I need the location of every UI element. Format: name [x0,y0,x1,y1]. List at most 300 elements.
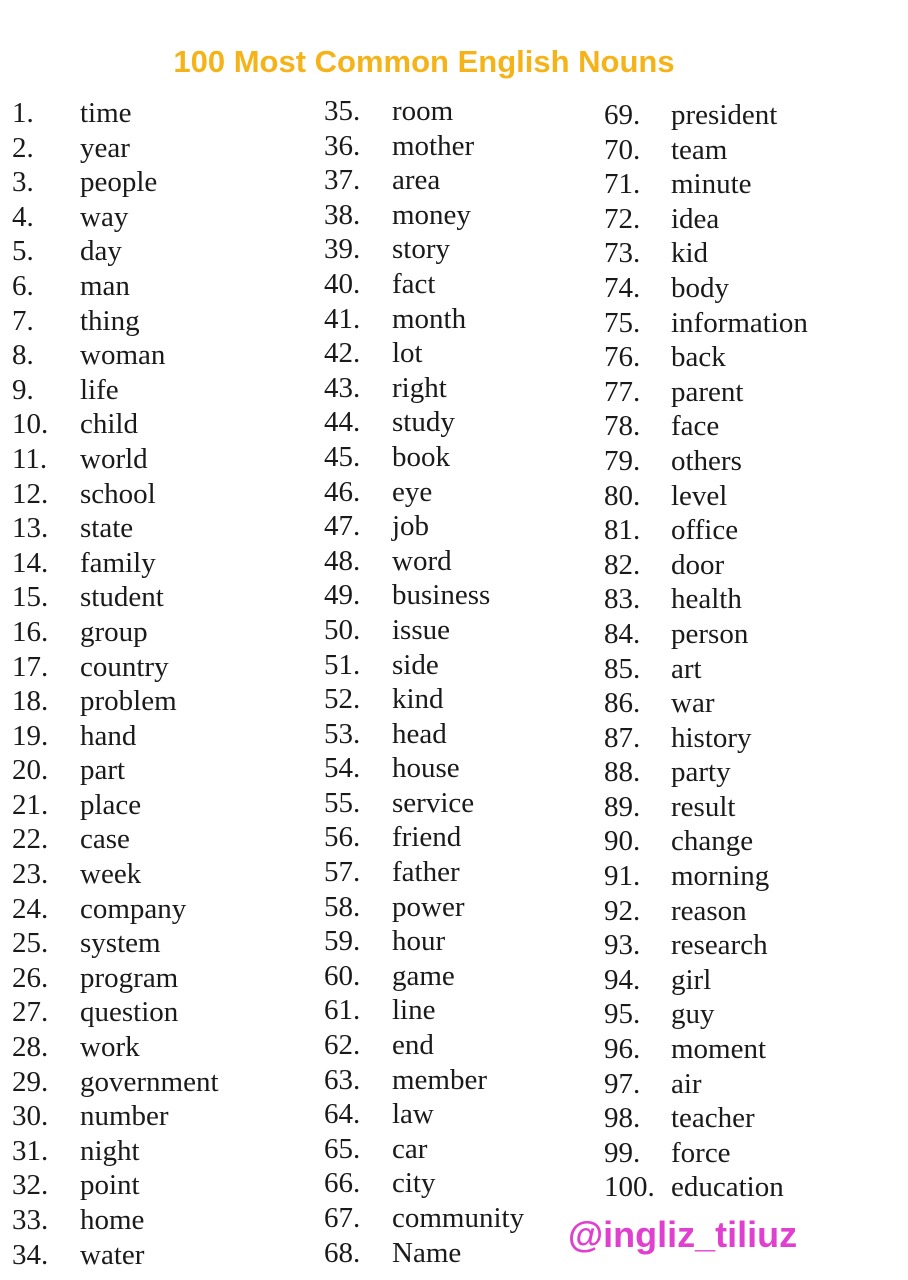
noun-word: information [671,306,808,339]
noun-word: night [80,1134,140,1167]
item-number: 25. [12,927,49,960]
noun-word: kid [671,237,709,270]
item-number: 34. [12,1238,49,1271]
noun-word: child [80,408,138,441]
noun-word: game [392,959,455,992]
item-number: 67. [324,1202,361,1234]
list-item [12,200,219,235]
list-item [12,753,219,788]
noun-word: lot [392,337,423,370]
item-number: 1. [12,97,34,129]
list-item [324,751,524,786]
item-number: 91. [604,860,641,893]
item-number: 57. [324,856,361,889]
noun-word: research [671,929,768,962]
item-number: 65. [324,1132,361,1165]
noun-word: force [671,1136,731,1169]
list-item [324,1028,524,1063]
noun-word: room [392,95,454,127]
noun-word: health [671,583,742,616]
noun-word: minute [671,168,752,201]
noun-word: place [80,788,142,821]
noun-word: party [671,756,731,789]
list-item [604,409,808,444]
noun-word: group [80,615,148,648]
item-number: 33. [12,1204,49,1236]
list-item [324,267,524,302]
item-number: 28. [12,1031,49,1064]
list-item [12,511,219,546]
item-number: 4. [12,200,34,233]
noun-word: door [671,548,725,581]
noun-word: business [392,579,491,612]
item-number: 42. [324,337,361,370]
item-number: 17. [12,650,49,683]
noun-word: house [392,752,460,785]
list-item [324,890,524,925]
item-number: 79. [604,444,641,477]
list-item [12,1134,219,1169]
item-number: 2. [12,131,34,164]
list-item [12,961,219,996]
noun-word: parent [671,375,744,408]
list-item [12,338,219,373]
item-number: 55. [324,786,361,819]
noun-word: job [392,510,430,543]
list-item [12,407,219,442]
noun-word: hand [80,719,137,752]
list-item [604,582,808,617]
noun-word: end [392,1029,434,1062]
list-item [604,963,808,998]
list-item [604,133,808,168]
item-number: 24. [12,892,49,925]
item-number: 22. [12,823,49,856]
list-item [12,1203,219,1238]
noun-word: head [392,717,447,750]
noun-word: people [80,166,158,199]
list-item [12,892,219,927]
item-number: 61. [324,994,361,1027]
item-number: 86. [604,687,641,720]
list-item [604,790,808,825]
list-item [604,98,808,133]
noun-word: face [671,410,720,443]
list-item [604,513,808,548]
list-item [604,894,808,929]
list-item [12,650,219,685]
list-item [12,442,219,477]
noun-word: country [80,650,169,683]
list-item [324,405,524,440]
item-number: 83. [604,583,641,616]
noun-word: world [80,442,148,475]
list-item [324,163,524,198]
item-number: 8. [12,339,34,372]
item-number: 30. [12,1100,49,1133]
item-number: 39. [324,233,361,266]
item-number: 93. [604,929,641,962]
item-number: 18. [12,685,49,718]
watermark-handle: @ingliz_tiliuz [568,1214,798,1255]
noun-word: study [392,406,455,439]
list-item [12,788,219,823]
noun-word: teacher [671,1102,755,1135]
item-number: 3. [12,166,34,199]
item-number: 95. [604,998,641,1031]
item-number: 54. [324,752,361,785]
item-number: 51. [324,648,361,681]
noun-word: team [671,133,728,166]
item-number: 31. [12,1134,49,1167]
item-number: 36. [324,129,361,162]
list-item [324,924,524,959]
noun-word: point [80,1169,140,1202]
item-number: 84. [604,617,641,650]
noun-word: work [80,1031,140,1064]
noun-word: line [392,994,436,1027]
noun-word: home [80,1204,145,1236]
noun-word: idea [671,202,720,235]
item-number: 78. [604,410,641,443]
item-number: 9. [12,373,34,406]
item-number: 90. [604,825,641,858]
list-item [12,269,219,304]
list-item [12,857,219,892]
noun-word: number [80,1100,169,1133]
item-number: 87. [604,721,641,754]
noun-word: Name [392,1236,462,1269]
list-item [324,302,524,337]
list-item [12,580,219,615]
list-item [12,304,219,339]
noun-column-1 [12,96,219,1272]
list-item [324,855,524,890]
noun-word: president [671,99,778,131]
noun-word: school [80,477,156,510]
item-number: 69. [604,99,641,131]
list-item [12,477,219,512]
noun-word: mother [392,129,475,162]
list-item [324,993,524,1028]
noun-word: community [392,1202,525,1234]
list-item [324,94,524,129]
noun-word: money [392,198,471,231]
item-number: 70. [604,133,641,166]
noun-word: case [80,823,130,856]
list-item [12,546,219,581]
list-item [324,1166,524,1201]
noun-word: office [671,514,739,547]
list-item [324,613,524,648]
list-item [324,198,524,233]
list-item [12,684,219,719]
list-item [604,479,808,514]
item-number: 26. [12,961,49,994]
item-number: 49. [324,579,361,612]
noun-word: friend [392,821,462,854]
item-number: 23. [12,858,49,891]
noun-word: student [80,581,164,614]
list-item [12,822,219,857]
noun-word: morning [671,860,770,893]
noun-word: fact [392,267,436,300]
list-item [604,755,808,790]
noun-word: system [80,927,161,960]
list-item [324,129,524,164]
item-number: 12. [12,477,49,510]
list-item [324,959,524,994]
noun-word: back [671,341,726,374]
list-item [604,271,808,306]
noun-word: state [80,512,134,545]
list-item [604,444,808,479]
noun-word: hour [392,925,446,958]
item-number: 63. [324,1063,361,1096]
noun-word: way [80,200,129,233]
item-number: 97. [604,1067,641,1100]
item-number: 10. [12,408,49,441]
list-item [324,1063,524,1098]
noun-word: right [392,371,447,404]
noun-column-2 [324,94,524,1270]
noun-word: week [80,858,142,891]
list-item [604,236,808,271]
item-number: 68. [324,1236,361,1269]
noun-word: part [80,754,126,787]
list-item [324,336,524,371]
noun-word: family [80,546,156,579]
noun-word: guy [671,998,715,1031]
item-number: 16. [12,615,49,648]
item-number: 46. [324,475,361,508]
noun-word: others [671,444,742,477]
list-item [324,475,524,510]
list-item [324,544,524,579]
noun-word: reason [671,894,747,927]
item-number: 85. [604,652,641,685]
list-item [604,340,808,375]
item-number: 7. [12,304,34,337]
item-number: 6. [12,269,34,302]
item-number: 100. [604,1171,655,1204]
noun-word: result [671,790,736,823]
list-item [604,202,808,237]
item-number: 73. [604,237,641,270]
noun-word: art [671,652,702,685]
noun-word: life [80,373,119,406]
list-item [324,648,524,683]
item-number: 45. [324,440,361,473]
noun-word: service [392,786,475,819]
item-number: 13. [12,512,49,545]
list-item [604,721,808,756]
item-number: 20. [12,754,49,787]
item-number: 89. [604,790,641,823]
noun-word: side [392,648,439,681]
list-item [324,509,524,544]
list-item [604,1136,808,1171]
item-number: 71. [604,168,641,201]
item-number: 82. [604,548,641,581]
item-number: 81. [604,514,641,547]
item-number: 62. [324,1029,361,1062]
item-number: 74. [604,271,641,304]
noun-word: car [392,1132,428,1165]
list-item [12,96,219,131]
list-item [604,686,808,721]
item-number: 53. [324,717,361,750]
list-item [604,997,808,1032]
item-number: 47. [324,510,361,543]
item-number: 27. [12,996,49,1029]
noun-word: education [671,1171,784,1204]
item-number: 88. [604,756,641,789]
noun-word: eye [392,475,433,508]
item-number: 32. [12,1169,49,1202]
noun-word: history [671,721,752,754]
item-number: 5. [12,235,34,268]
list-item [324,717,524,752]
item-number: 38. [324,198,361,231]
noun-word: girl [671,963,712,996]
list-item [12,373,219,408]
item-number: 60. [324,959,361,992]
item-number: 80. [604,479,641,512]
noun-word: change [671,825,754,858]
list-item [604,617,808,652]
list-item [324,232,524,267]
item-number: 56. [324,821,361,854]
noun-word: story [392,233,450,266]
item-number: 52. [324,683,361,716]
list-item [324,682,524,717]
noun-word: water [80,1238,145,1271]
item-number: 44. [324,406,361,439]
list-item [12,131,219,166]
list-item [604,1101,808,1136]
item-number: 40. [324,267,361,300]
noun-column-3 [604,98,808,1205]
item-number: 48. [324,544,361,577]
noun-word: woman [80,339,166,372]
item-number: 96. [604,1033,641,1066]
noun-word: month [392,302,467,335]
noun-word: government [80,1065,219,1098]
item-number: 72. [604,202,641,235]
list-item [12,995,219,1030]
list-item [12,719,219,754]
list-item [324,1201,524,1236]
item-number: 59. [324,925,361,958]
noun-word: moment [671,1033,767,1066]
noun-word: word [392,544,452,577]
list-item [604,375,808,410]
item-number: 77. [604,375,641,408]
noun-word: man [80,269,130,302]
list-item [324,371,524,406]
list-item [604,652,808,687]
item-number: 29. [12,1065,49,1098]
noun-word: time [80,97,132,129]
item-number: 50. [324,613,361,646]
list-item [604,548,808,583]
list-item [12,926,219,961]
noun-word: body [671,271,729,304]
noun-word: city [392,1167,436,1200]
noun-word: air [671,1067,702,1100]
list-item [604,1067,808,1102]
item-number: 66. [324,1167,361,1200]
list-item [12,1168,219,1203]
noun-word: day [80,235,122,268]
item-number: 19. [12,719,49,752]
list-item [324,1097,524,1132]
item-number: 76. [604,341,641,374]
list-item [12,1238,219,1273]
item-number: 92. [604,894,641,927]
list-item [324,578,524,613]
noun-word: problem [80,685,177,718]
list-item [12,1030,219,1065]
list-item [604,928,808,963]
item-number: 35. [324,95,361,127]
list-item [604,306,808,341]
noun-word: issue [392,613,450,646]
list-item [12,1065,219,1100]
list-item [604,1032,808,1067]
list-item [604,824,808,859]
item-number: 94. [604,963,641,996]
list-item [12,615,219,650]
item-number: 21. [12,788,49,821]
noun-word: kind [392,683,444,716]
list-item [324,820,524,855]
page-title: 100 Most Common English Nouns [173,44,675,79]
list-item [12,234,219,269]
list-item [324,1236,524,1271]
item-number: 14. [12,546,49,579]
noun-word: program [80,961,179,994]
noun-word: company [80,892,187,925]
item-number: 58. [324,890,361,923]
item-number: 64. [324,1098,361,1131]
noun-word: member [392,1063,488,1096]
item-number: 15. [12,581,49,614]
noun-word: power [392,890,465,923]
noun-word: level [671,479,728,512]
noun-word: year [80,131,130,164]
list-item [604,167,808,202]
item-number: 99. [604,1136,641,1169]
item-number: 37. [324,164,361,197]
item-number: 11. [12,442,48,475]
list-item [324,440,524,475]
list-item [12,1099,219,1134]
noun-word: area [392,164,441,197]
item-number: 41. [324,302,361,335]
item-number: 75. [604,306,641,339]
noun-word: person [671,617,749,650]
noun-word: question [80,996,179,1029]
list-item [12,165,219,200]
list-item [604,1170,808,1205]
list-item [604,859,808,894]
item-number: 98. [604,1102,641,1135]
noun-word: war [671,687,715,720]
list-item [324,786,524,821]
noun-word: book [392,440,450,473]
